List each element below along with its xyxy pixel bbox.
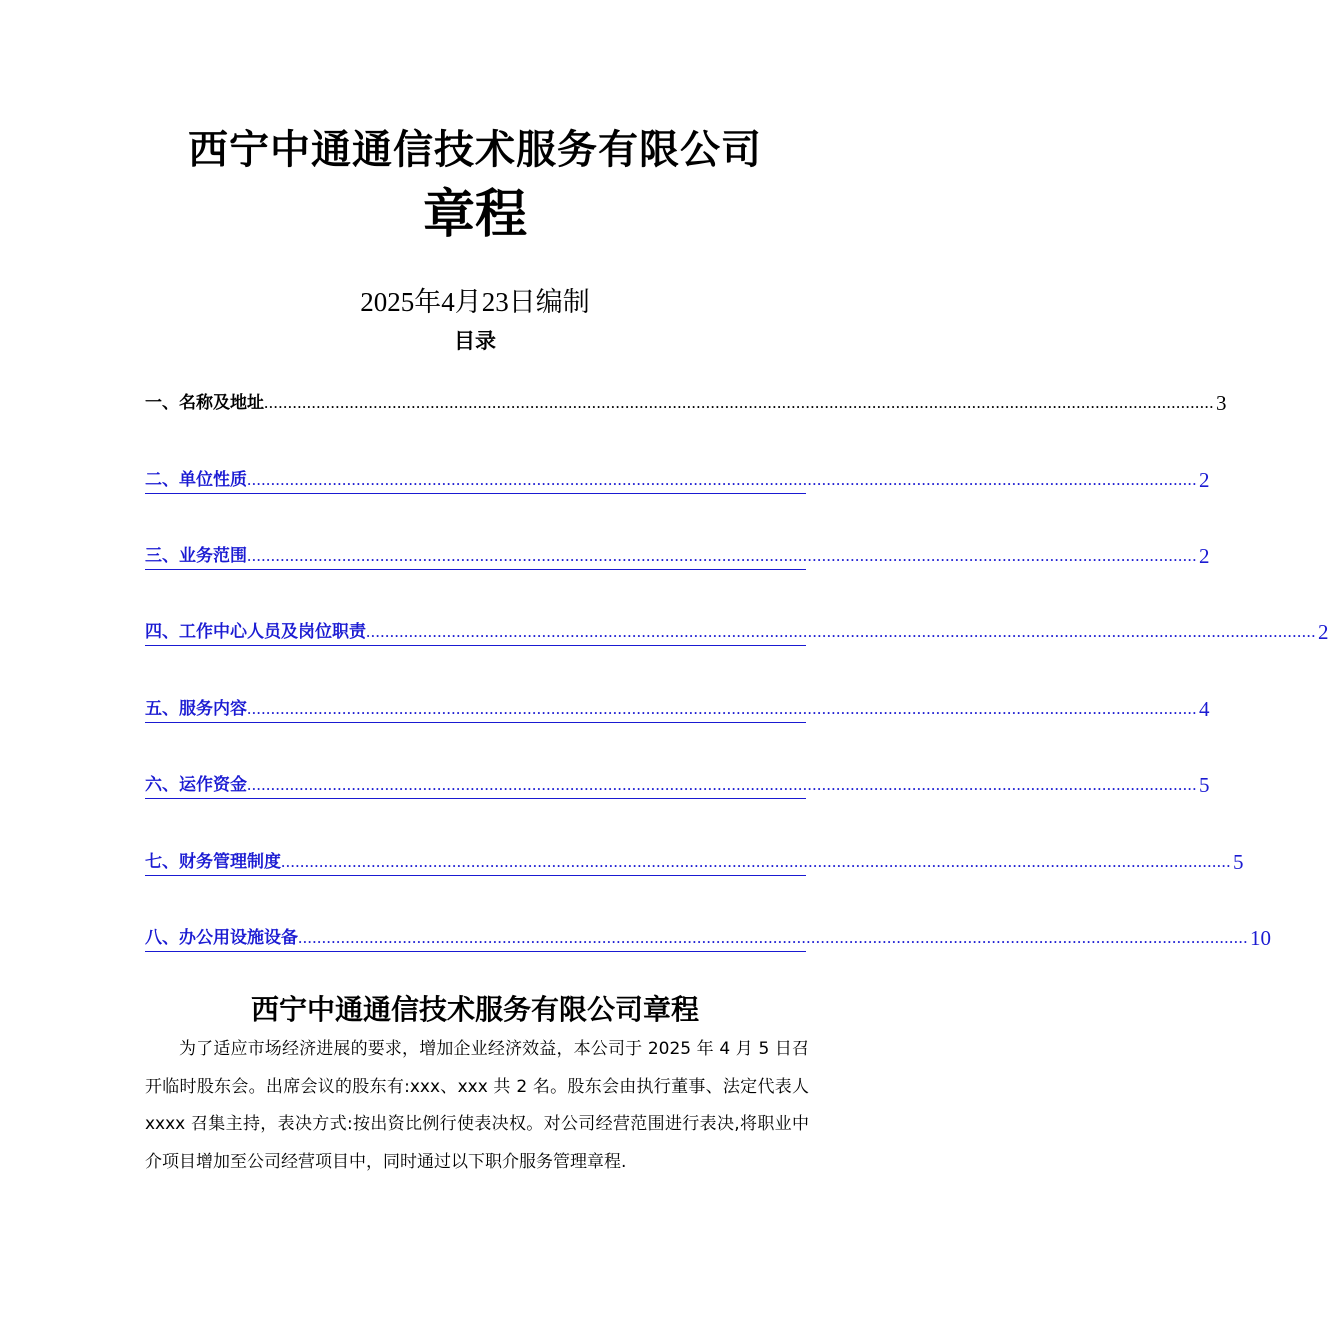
toc-item[interactable] bbox=[145, 845, 1244, 876]
toc-dot-leader: ........................................................................................................................................................................................................ bbox=[247, 470, 1197, 489]
toc-dot-leader: ........................................................................................................................................................................................................ bbox=[247, 775, 1197, 794]
toc-item-label: 三、业务范围 bbox=[145, 546, 247, 566]
toc-item-label: 八、办公用设施设备 bbox=[145, 928, 298, 948]
toc-item-page: 5 bbox=[1199, 773, 1210, 797]
toc-item-page: 2 bbox=[1199, 468, 1210, 492]
toc-item-label: 四、工作中心人员及岗位职责 bbox=[145, 622, 366, 642]
cover-date: 2025年4月23日编制 bbox=[360, 287, 590, 317]
toc-item-page: 10 bbox=[1250, 926, 1271, 950]
section-title: 西宁中通通信技术服务有限公司章程 bbox=[250, 993, 699, 1026]
toc-item-page: 3 bbox=[1216, 391, 1227, 415]
toc-item-label: 七、财务管理制度 bbox=[145, 852, 281, 872]
toc-dot-leader: ........................................................................................................................................................................................................ bbox=[281, 852, 1231, 871]
cover-subtitle: 章程 bbox=[422, 185, 527, 245]
toc-item-label: 一、名称及地址 bbox=[145, 393, 264, 413]
toc-item-page: 2 bbox=[1199, 544, 1210, 568]
toc-item[interactable] bbox=[145, 692, 1210, 723]
toc-dot-leader: ........................................................................................................................................................................................................ bbox=[247, 546, 1197, 565]
intro-paragraph: 为了适应市场经济进展的要求，增加企业经济效益，本公司于 2025 年 4 月 5 日召开临时股东会。出席会议的股东有:xxx、xxx 共 2 名。股东会由执行董事、法定代表人 xxxx 召集主持，表决方式:按出资比例行使表决权。对公司经营范围进行表决,将职业中介项目增加至公司经营项目中，同时通过以下职介服务管理章程. bbox=[145, 1039, 809, 1172]
toc-item-label: 六、运作资金 bbox=[145, 775, 247, 795]
toc-item-label: 二、单位性质 bbox=[145, 470, 247, 490]
toc-dot-leader: ........................................................................................................................................................................................................ bbox=[264, 393, 1214, 412]
toc-item[interactable] bbox=[145, 921, 1271, 952]
toc-dot-leader: ........................................................................................................................................................................................................ bbox=[298, 928, 1248, 947]
toc-item-page: 4 bbox=[1199, 697, 1210, 721]
toc-item bbox=[145, 386, 1227, 416]
toc-item[interactable] bbox=[145, 615, 1329, 646]
toc-dot-leader: ........................................................................................................................................................................................................ bbox=[366, 622, 1316, 641]
toc-item-label: 五、服务内容 bbox=[145, 699, 247, 719]
toc-item[interactable] bbox=[145, 463, 1210, 494]
toc-dot-leader: ........................................................................................................................................................................................................ bbox=[247, 699, 1197, 718]
toc-heading: 目录 bbox=[454, 329, 496, 353]
toc-item[interactable] bbox=[145, 539, 1210, 570]
toc-item-page: 5 bbox=[1233, 850, 1244, 874]
toc-item[interactable] bbox=[145, 768, 1210, 799]
cover-title: 西宁中通通信技术服务有限公司 bbox=[188, 127, 762, 173]
toc-item-page: 2 bbox=[1318, 620, 1329, 644]
